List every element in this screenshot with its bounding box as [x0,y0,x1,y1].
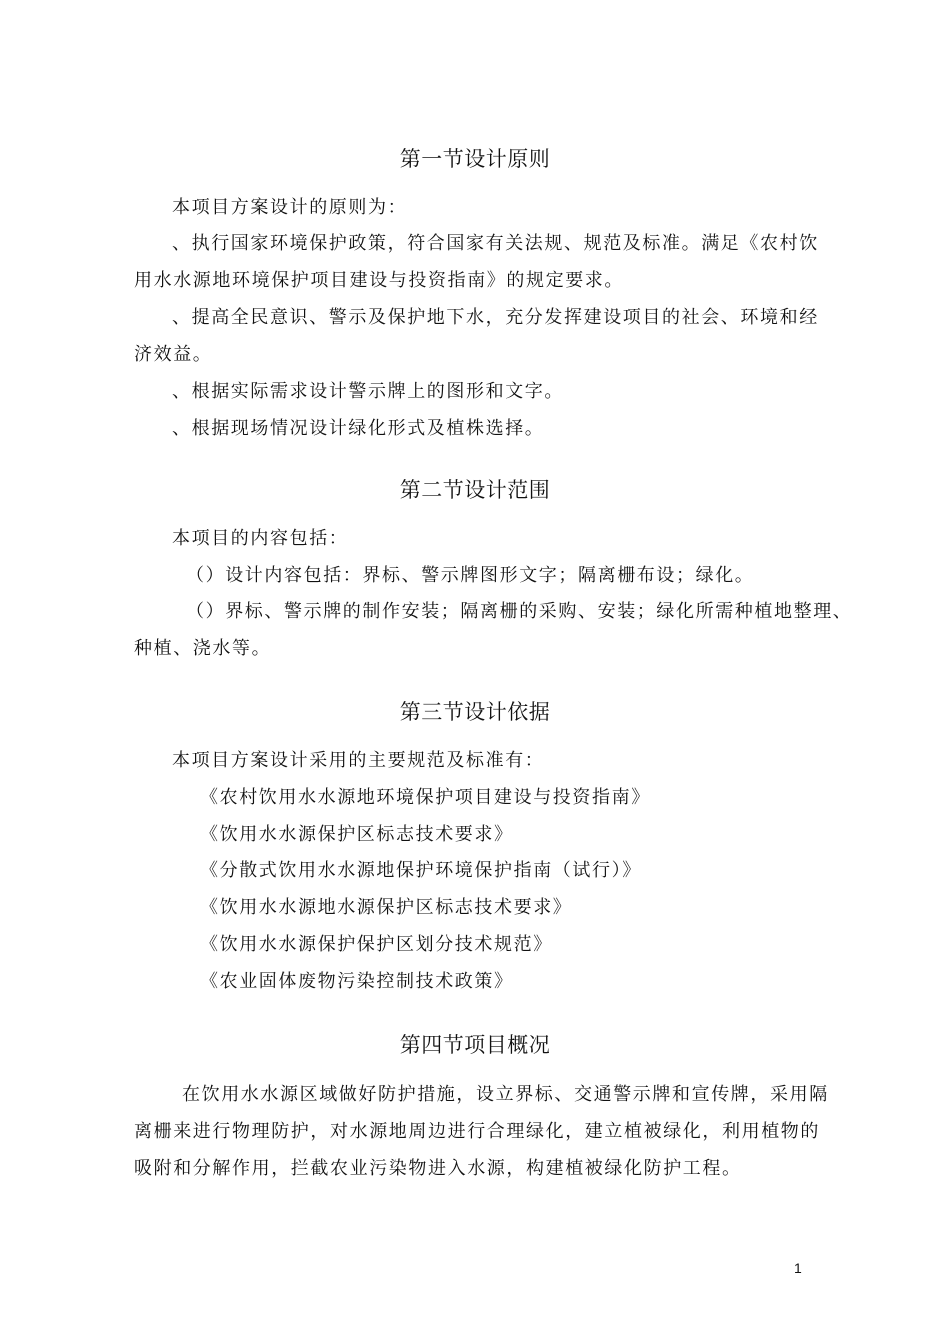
section-4-line-1: 在饮用水水源区域做好防护措施，设立界标、交通警示牌和宣传牌，采用隔 [182,1084,829,1105]
standard-item-1: 《农村饮用水水源地环境保护项目建设与投资指南》 [200,787,651,808]
section-4-line-2: 离栅来进行物理防护，对水源地周边进行合理绿化，建立植被绿化，利用植物的 [134,1121,820,1142]
section-3-heading: 第三节设计依据 [399,700,551,724]
section-1-line-4: 、提高全民意识、警示及保护地下水，充分发挥建设项目的社会、环境和经 [172,307,819,328]
standard-item-2: 《饮用水水源保护区标志技术要求》 [200,824,514,845]
section-2-heading: 第二节设计范围 [399,478,551,502]
standard-item-3: 《分散式饮用水水源地保护环境保护指南（试行）》 [200,860,642,881]
section-2-line-3: （）界标、警示牌的制作安装；隔离栅的采购、安装；绿化所需种植地整理、 [186,601,853,622]
standard-item-5: 《饮用水水源保护保护区划分技术规范》 [200,934,553,955]
section-4-line-3: 吸附和分解作用，拦截农业污染物进入水源，构建植被绿化防护工程。 [134,1158,742,1179]
standard-item-6: 《农业固体废物污染控制技术政策》 [200,971,514,992]
section-2-line-4: 种植、浇水等。 [134,638,272,659]
standard-item-4: 《饮用水水源地水源保护区标志技术要求》 [200,897,573,918]
page-number: 1 [794,1260,802,1276]
section-2-line-1: 本项目的内容包括： [172,528,349,549]
section-1-line-7: 、根据现场情况设计绿化形式及植株选择。 [172,418,545,439]
section-1-line-6: 、根据实际需求设计警示牌上的图形和文字。 [172,381,564,402]
section-1-line-1: 本项目方案设计的原则为： [172,197,408,218]
section-1-heading: 第一节设计原则 [399,147,551,171]
section-1-line-5: 济效益。 [134,344,213,365]
section-3-line-1: 本项目方案设计采用的主要规范及标准有： [172,750,545,771]
section-2-line-2: （）设计内容包括：界标、警示牌图形文字；隔离栅布设；绿化。 [186,565,755,586]
section-1-line-2: 、执行国家环境保护政策，符合国家有关法规、规范及标准。满足《农村饮 [172,233,819,254]
section-4-heading: 第四节项目概况 [399,1033,551,1057]
section-1-line-3: 用水水源地环境保护项目建设与投资指南》的规定要求。 [134,270,624,291]
